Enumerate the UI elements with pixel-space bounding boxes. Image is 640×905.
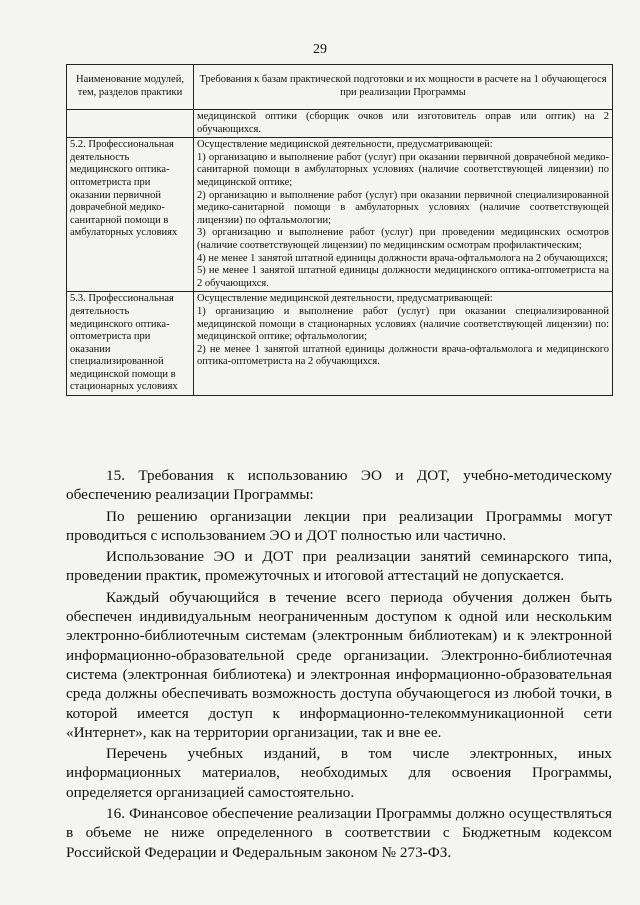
table-row-continuation [67, 110, 613, 138]
requirement-line: Осуществление медицинской деятельности, предусматривающей: [197, 293, 493, 305]
table-row-5-2 [67, 138, 613, 292]
table-header-row [67, 65, 613, 110]
requirement-line: 2) не менее 1 занятой штатной единицы должности врача-офтальмолога и медицинского оптика-оптометриста на 2 обучающихся. [197, 343, 609, 368]
body-text [66, 466, 612, 862]
requirement-line: Осуществление медицинской деятельности, предусматривающей: [197, 139, 493, 151]
paragraph-15-heading: 15. Требования к использованию ЭО и ДОТ, учебно-методическому обеспечению реализации Программы: [66, 467, 612, 504]
paragraph: Перечень учебных изданий, в том числе электронных, иных информационных материалов, необходимых для освоения Программы, определяется организацией самостоятельно. [66, 745, 612, 801]
row-5-2-requirements [194, 138, 613, 292]
paragraph: Каждый обучающийся в течение всего периода обучения должен быть обеспечен индивидуальным неограниченным доступом к одной или нескольким электронно-библиотечным системам (электронным библиотекам) и к электронной информационно-образовательной среде организации. Электронно-библиотечная система (электронная библиотека) и электронная информационно-образовательная среда должны обеспечивать возможность доступа обучающегося из любой точки, в которой имеется доступ к информационно-телекоммуникационной сети «Интернет», как на территории организации, так и вне ее. [66, 588, 612, 741]
page-number: 29 [313, 42, 327, 57]
requirement-line: 2) организацию и выполнение работ (услуг) при оказании первичной специализированной медико-санитарной помощи в амбулаторных условиях (наличие соответствующей лицензии) по офтальмологии; [197, 189, 609, 226]
header-col-requirements: Требования к базам практической подготовки и их мощности в расчете на 1 обучающегося при реализации Программы [194, 65, 613, 110]
row-5-2-title: 5.2. Профессиональная деятельность медицинского оптика-оптометриста при оказании первичной доврачебной медико-санитарной помощи в амбулаторных условиях [67, 138, 194, 292]
requirement-line: 1) организацию и выполнение работ (услуг) при оказании первичной доврачебной медико-санитарной помощи в амбулаторных условиях (наличие соответствующей лицензии) по медицинской оптике; [197, 151, 609, 188]
continuation-empty-cell [67, 110, 194, 138]
paragraph: Использование ЭО и ДОТ при реализации занятий семинарского типа, проведении практик, промежуточных и итоговой аттестаций не допускается. [66, 548, 612, 585]
header-col-modules: Наименование модулей, тем, разделов практики [67, 65, 194, 110]
table-row-5-3 [67, 292, 613, 396]
continuation-cell: медицинской оптики (сборщик очков или изготовитель оправ или оптик) на 2 обучающихся. [194, 110, 613, 138]
row-5-3-requirements [194, 292, 613, 396]
requirement-line: 4) не менее 1 занятой штатной единицы должности врача-офтальмолога на 2 обучающихся; [197, 252, 609, 264]
paragraph-16: 16. Финансовое обеспечение реализации Программы должно осуществляться в объеме не ниже определенного в соответствии с Бюджетным кодексом Российской Федерации и Федеральным законом № 273-ФЗ. [66, 805, 612, 861]
requirement-line: 5) не менее 1 занятой штатной единицы должности медицинского оптика-оптометриста на 2 обучающихся. [197, 265, 609, 289]
paragraph: По решению организации лекции при реализации Программы могут проводиться с использованием ЭО и ДОТ полностью или частично. [66, 507, 612, 544]
requirements-table [66, 64, 613, 396]
row-5-3-title: 5.3. Профессиональная деятельность медицинского оптика-оптометриста при оказании специализированной медицинской помощи в стационарных условиях [67, 292, 194, 396]
requirement-line: 1) организацию и выполнение работ (услуг) при оказании специализированной медицинской помощи в стационарных условиях (наличие соответствующей лицензии) по: медицинской оптике; офтальмологии; [197, 305, 609, 343]
requirement-line: 3) организацию и выполнение работ (услуг) при проведении медицинских осмотров (наличие соответствующей лицензии) по медицинским осмотрам профилактическим; [197, 227, 609, 251]
